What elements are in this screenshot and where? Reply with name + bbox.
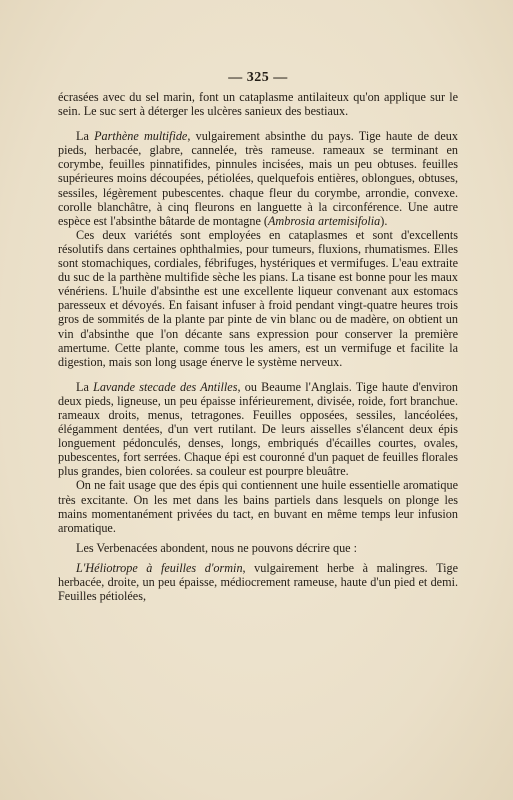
paragraph-uses: Ces deux variétés sont employées en cataplasmes et sont d'excellents résolutifs dans certaines ophthalmies, pour tumeurs, fluxions, rhumatismes. Elles sont stomachiques, cordiales, fébrifuges, hystériques et vermifuges. L'eau extraite du suc de la parthène multifide sèche les pians. La tisane est bonne pour les maux vénériens. L'huile d'absinthe est une excellente liqueur convenant aux estomacs paresseux et dévoyés. En faisant infuser à froid pendant vingt-quatre heures trois gros de sommités de la plante par pinte de vin blanc ou de madère, on obtient un vin d'absinthe que l'on décante sans expression pour conserver la première amertume. Cette plante, comme tous les amers, est un vermifuge et facilite la digestion, mais son long usage énerve le système nerveux. — [58, 227, 458, 369]
page-number: — 325 — — [228, 70, 288, 85]
p1-pre: La — [76, 129, 95, 144]
p1-latin-name: Ambrosia artemisifolia — [267, 213, 381, 228]
paragraph-heliotrope — [58, 561, 458, 603]
p1-post: ). — [380, 213, 388, 228]
paragraph-lavande — [58, 380, 458, 479]
p1-species-name: Parthène multifide — [94, 129, 188, 144]
p6-species-name: L'Héliotrope à feuilles d'ormin — [76, 560, 243, 575]
p6-body: , vulgairement herbe à malingres. Tige herbacée, droite, un peu épaisse, médiocrement rameuse, haute d'un pied et demi. Feuilles pétiolées, — [58, 560, 458, 604]
p3-pre: La — [76, 379, 94, 394]
paragraph-epis: On ne fait usage que des épis qui contiennent une huile essentielle aromatique très excitante. On les met dans les bains partiels dans lesquels on plonge les mains momentanément privées du tact, en buvant en même temps leur infusion aromatique. — [58, 478, 458, 535]
p1-body: , vulgairement absinthe du pays. Tige haute de deux pieds, herbacée, glabre, cannelée, très rameuse. rameaux se terminant en corymbe, feuilles pinnatifides, pinnules incisées, mais un peu obtuses. feuilles supérieures moins découpées, pétiolées, quelquefois entières, oblongues, obtuses, sessiles, légèrement pubescentes. chaque fleur du corymbe, arrondie, convexe. corolle blanchâtre, à cinq fleurons en languette à la circonférence. Une autre espèce est l'absinthe bâtarde de montagne ( — [58, 129, 458, 228]
p3-species-name: Lavande stecade des Antilles — [93, 379, 238, 394]
p3-body: , ou Beaume l'Anglais. Tige haute d'environ deux pieds, ligneuse, un peu épaisse inférieurement, divisée, roide, fort branchue. rameaux droits, menus, tetragones. Feuilles opposées, sessiles, lancéolées, élégamment dentées, d'un vert rutilant. De leurs aisselles s'élancent deux épis longuement pédonculés, denses, longs, embriqués d'écailles courtes, ovales, pubescentes, fort serrées. Chaque épi est couronné d'un paquet de feuilles florales plus grandes, bien colorées. sa couleur est pourpre bleuâtre. — [58, 379, 458, 479]
paragraph-parthene — [58, 129, 458, 228]
paragraph-verbenacees: Les Verbenacées abondent, nous ne pouvons décrire que : — [76, 540, 358, 555]
paragraph-continuation: écrasées avec du sel marin, font un cataplasme antilaiteux qu'on applique sur le sein. Le suc sert à déterger les ulcères sanieux des bestiaux. — [58, 90, 458, 119]
page-text — [58, 70, 458, 603]
